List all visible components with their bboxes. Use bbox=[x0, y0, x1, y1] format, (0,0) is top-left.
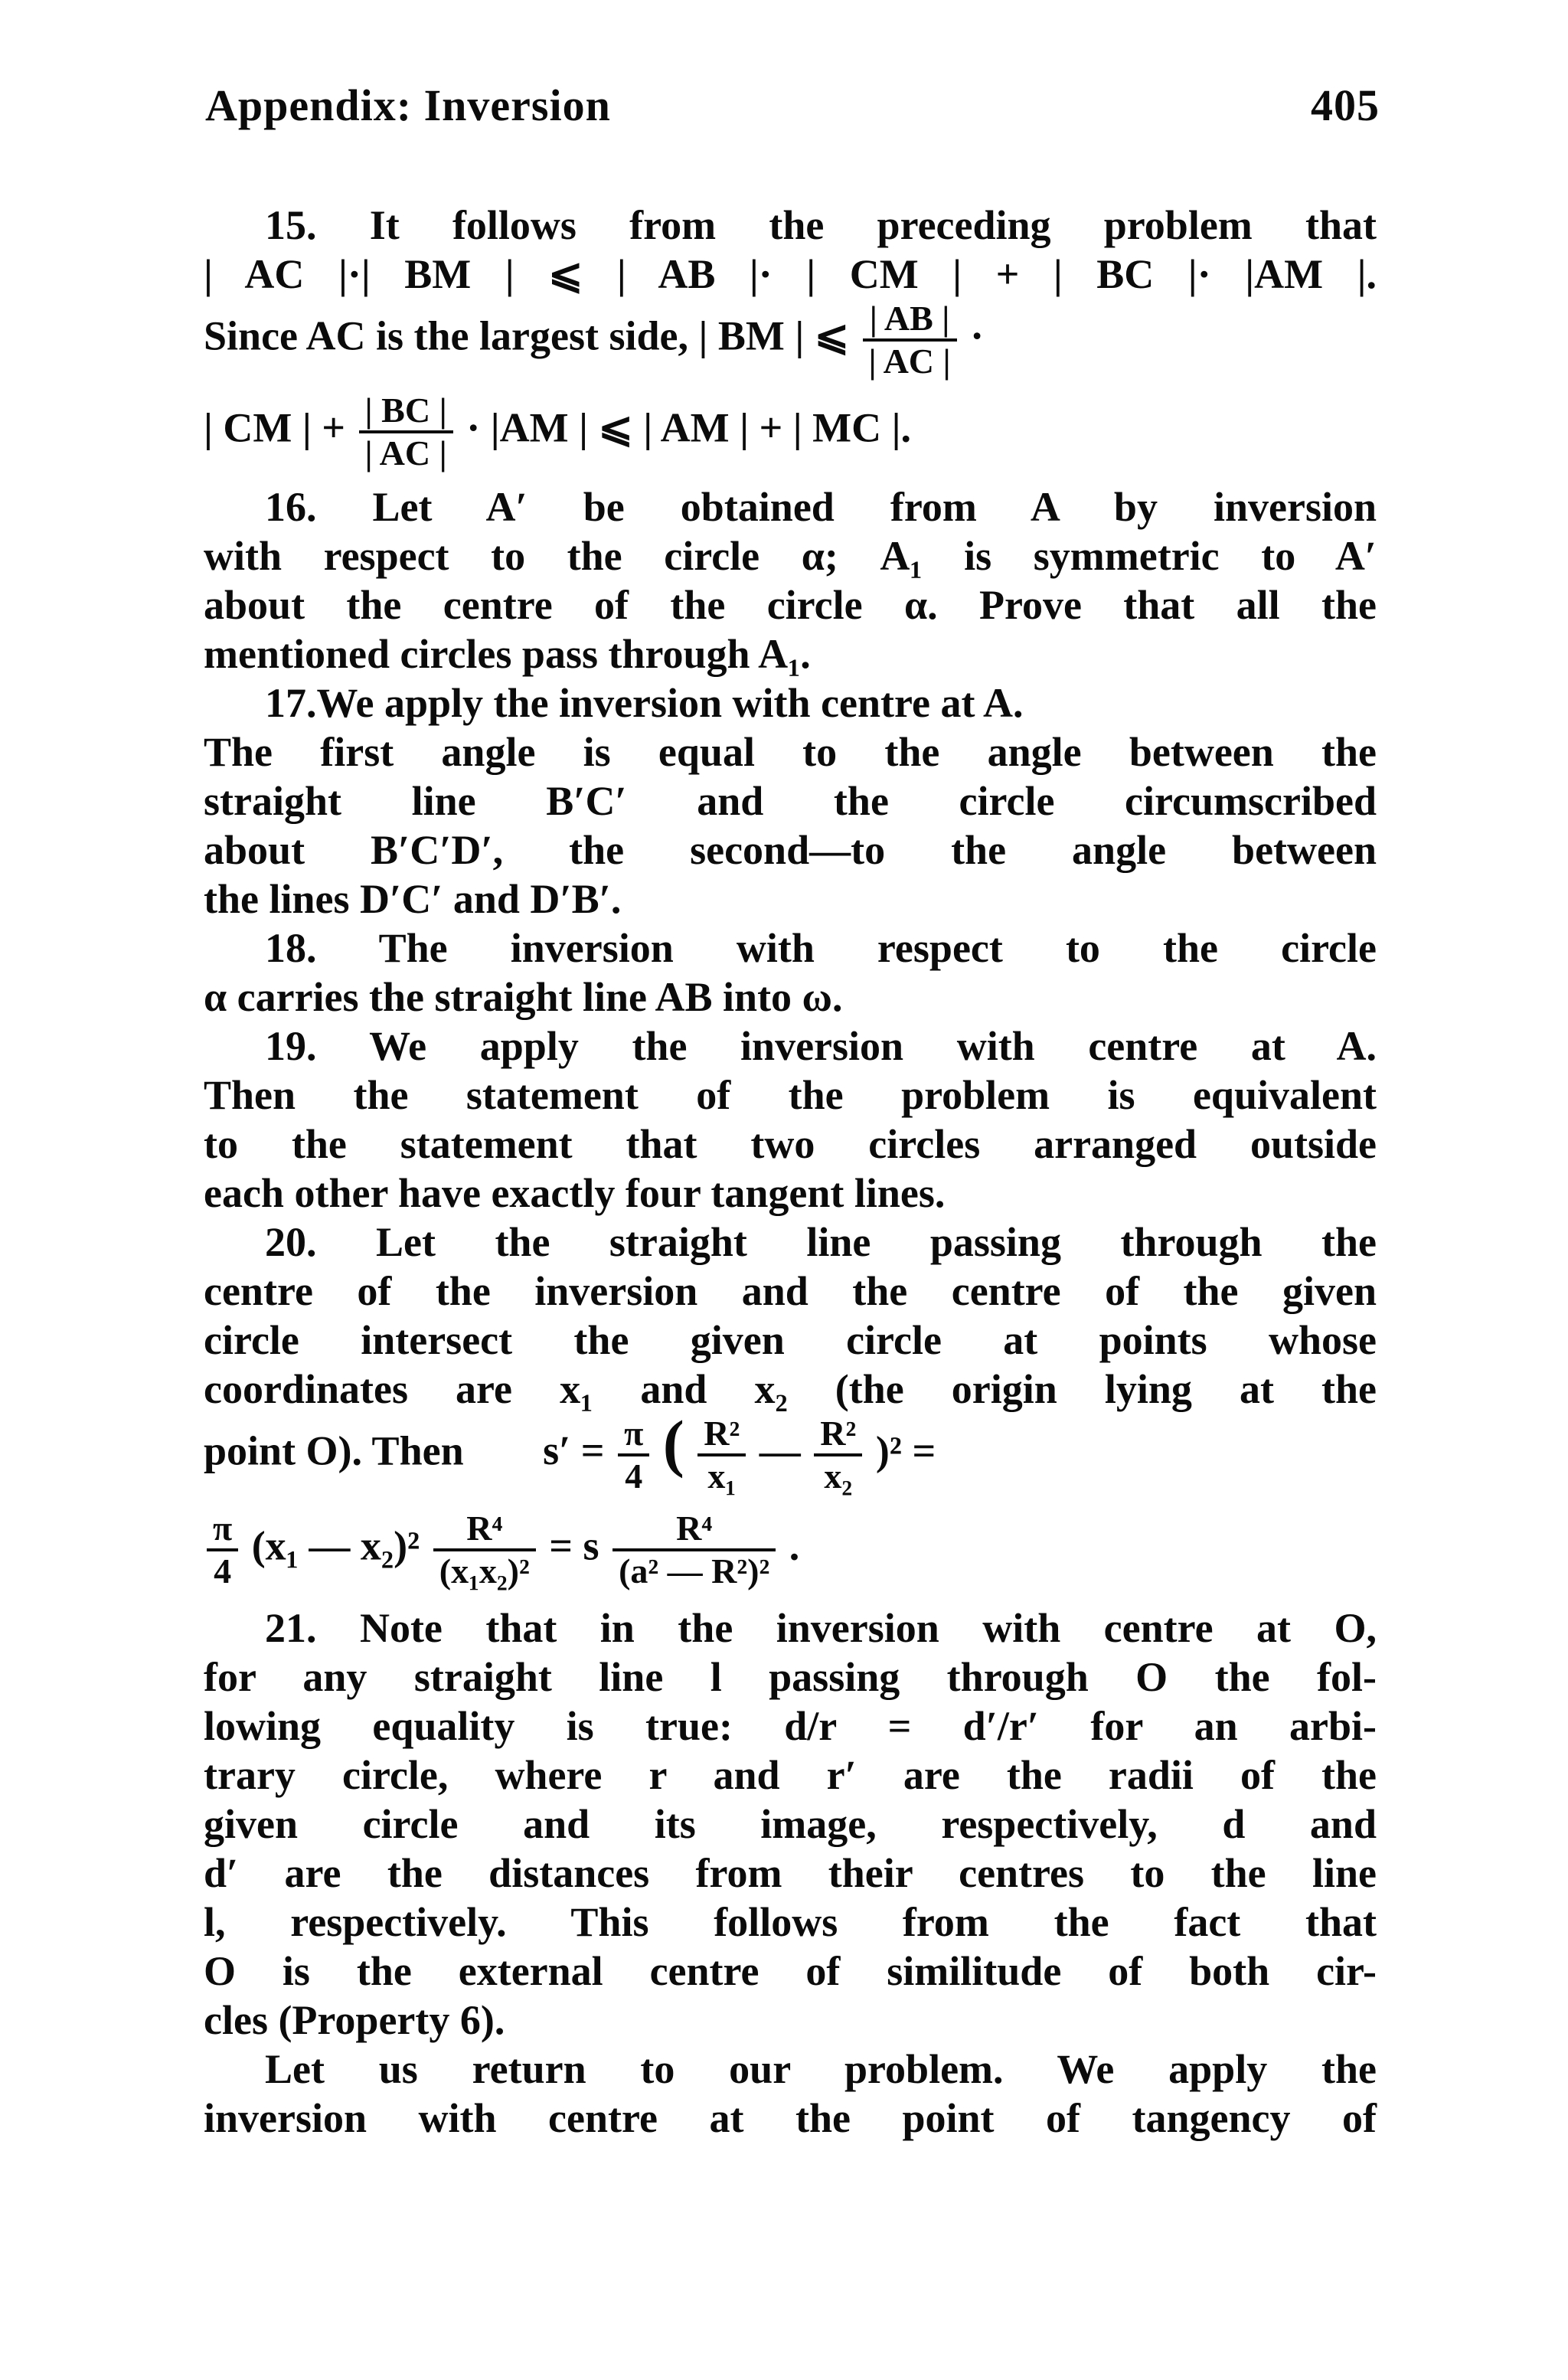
formula-line bbox=[204, 1407, 1377, 1509]
page-body bbox=[204, 201, 1377, 2143]
text-fragment: . bbox=[789, 1522, 800, 1569]
text-line: lowing equality is true: d/r = d′/r′ for an arbi- bbox=[204, 1703, 1377, 1749]
fraction-numerator: R² bbox=[697, 1414, 746, 1456]
text-fragment: | CM | + bbox=[204, 404, 346, 451]
text-line: 17.We apply the inversion with centre at A. bbox=[265, 680, 1024, 726]
text-line: O is the external centre of similitude of both cir- bbox=[204, 1948, 1377, 1994]
text-line: about the centre of the circle α. Prove that all the bbox=[204, 582, 1377, 628]
fraction bbox=[863, 299, 957, 381]
text-line: l, respectively. This follows from the fact that bbox=[204, 1899, 1377, 1945]
text-fragment: · bbox=[970, 312, 985, 359]
fraction bbox=[618, 1414, 649, 1496]
chapter-title: Appendix: Inversion bbox=[205, 80, 611, 130]
formula-line bbox=[204, 299, 1377, 391]
fraction-denominator: 4 bbox=[214, 1551, 232, 1590]
fraction-numerator: | AB | bbox=[863, 299, 957, 342]
text-line: cles (Property 6). bbox=[204, 1997, 505, 2043]
text-line: for any straight line l passing through O the fol- bbox=[204, 1654, 1377, 1700]
text-fragment: ( bbox=[662, 1407, 684, 1479]
running-header bbox=[205, 80, 1380, 141]
text-line: given circle and its image, respectively, d and bbox=[204, 1801, 1377, 1847]
text-fragment: (x₁ — x₂)² bbox=[251, 1522, 420, 1569]
text-line: α carries the straight line AB into ω. bbox=[204, 974, 843, 1020]
fraction-denominator: 4 bbox=[625, 1456, 643, 1496]
fraction-numerator: | BC | bbox=[359, 391, 453, 433]
text-fragment: · |AM | ⩽ | AM | + | MC |. bbox=[466, 404, 911, 451]
text-line: each other have exactly four tangent lines. bbox=[204, 1170, 946, 1216]
formula-line bbox=[204, 1509, 1377, 1604]
text-fragment: Since AC is the largest side, | BM | ⩽ bbox=[204, 312, 849, 359]
fraction-denominator: x₁ bbox=[707, 1456, 737, 1496]
text-fragment: = s bbox=[549, 1522, 599, 1569]
page-number: 405 bbox=[1311, 80, 1380, 130]
text-fragment: point O). Then bbox=[204, 1427, 464, 1474]
fraction bbox=[814, 1414, 862, 1496]
text-line: 18. The inversion with respect to the circle bbox=[265, 925, 1377, 971]
fraction-numerator: π bbox=[618, 1414, 649, 1456]
fraction bbox=[207, 1509, 238, 1591]
fraction-denominator: | AC | bbox=[868, 342, 951, 381]
fraction-numerator: R² bbox=[814, 1414, 862, 1456]
fraction-denominator: (a² — R²)² bbox=[619, 1551, 770, 1590]
text-line: The first angle is equal to the angle between the bbox=[204, 729, 1377, 775]
text-line: the lines D′C′ and D′B′. bbox=[204, 876, 622, 922]
text-line: to the statement that two circles arranged outside bbox=[204, 1121, 1377, 1167]
text-line: trary circle, where r and r′ are the radii of the bbox=[204, 1752, 1377, 1798]
text-line: 15. It follows from the preceding problem that bbox=[265, 202, 1377, 248]
text-line: straight line B′C′ and the circle circumscribed bbox=[204, 778, 1377, 824]
fraction-numerator: π bbox=[207, 1509, 238, 1551]
formula-line bbox=[204, 391, 1377, 482]
fraction-denominator: x₂ bbox=[824, 1456, 853, 1496]
text-line: with respect to the circle α; A₁ is symmetric to A′ bbox=[204, 533, 1377, 579]
fraction bbox=[612, 1509, 776, 1591]
fraction bbox=[433, 1509, 536, 1591]
text-fragment: s′ = bbox=[543, 1427, 605, 1474]
text-line: d′ are the distances from their centres to the line bbox=[204, 1850, 1377, 1896]
text-line: | AC |·| BM | ⩽ | AB |· | CM | + | BC |· |AM |. bbox=[204, 251, 1377, 297]
text-line: 19. We apply the inversion with centre at A. bbox=[265, 1023, 1377, 1069]
text-line: 20. Let the straight line passing through the bbox=[265, 1219, 1377, 1265]
fraction bbox=[697, 1414, 746, 1496]
text-line: mentioned circles pass through A₁. bbox=[204, 631, 811, 677]
fraction-numerator: R⁴ bbox=[612, 1509, 776, 1551]
text-line: circle intersect the given circle at points whose bbox=[204, 1317, 1377, 1363]
text-line: about B′C′D′, the second—to the angle between bbox=[204, 827, 1377, 873]
text-fragment: — bbox=[759, 1427, 801, 1474]
text-line: 16. Let A′ be obtained from A by inversion bbox=[265, 484, 1377, 530]
text-line: Then the statement of the problem is equivalent bbox=[204, 1072, 1377, 1118]
fraction bbox=[359, 391, 453, 473]
text-line: centre of the inversion and the centre of the given bbox=[204, 1268, 1377, 1314]
fraction-numerator: R⁴ bbox=[433, 1509, 536, 1551]
text-fragment: )² = bbox=[875, 1427, 936, 1474]
fraction-denominator: (x₁x₂)² bbox=[439, 1551, 530, 1590]
text-line: inversion with centre at the point of tangency of bbox=[204, 2095, 1377, 2141]
text-line: coordinates are x₁ and x₂ (the origin lying at the bbox=[204, 1366, 1377, 1412]
text-line: Let us return to our problem. We apply the bbox=[265, 2046, 1377, 2092]
fraction-denominator: | AC | bbox=[364, 433, 447, 472]
text-line: 21. Note that in the inversion with centre at O, bbox=[265, 1605, 1377, 1651]
